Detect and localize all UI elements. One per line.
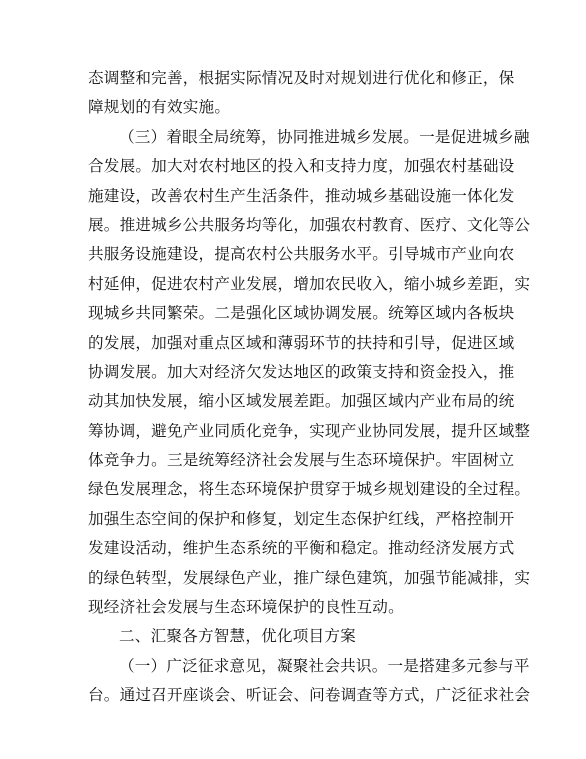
text-line: 现经济社会发展与生态环境保护的良性互动。 (88, 598, 404, 617)
text-line: 共服务设施建设，提高农村公共服务水平。引导城市产业向农 (88, 245, 515, 264)
text-line: 体竞争力。三是统筹经济社会发展与生态环境保护。牢固树立 (88, 451, 515, 470)
text-line: 协调发展。加大对经济欠发达地区的政策支持和资金投入，推 (88, 362, 515, 381)
text-line: 村延伸，促进农村产业发展，增加农民收入，缩小城乡差距，实 (88, 274, 531, 293)
text-line: 筹协调，避免产业同质化竞争，实现产业协同发展，提升区域整 (88, 421, 531, 440)
text-line: 态调整和完善，根据实际情况及时对规划进行优化和修正，保 (88, 69, 515, 87)
text-line: 的绿色转型，发展绿色产业，推广绿色建筑，加强节能减排，实 (88, 568, 531, 587)
text-line: 台。通过召开座谈会、听证会、问卷调查等方式，广泛征求社会 (88, 686, 531, 705)
text-line: 发建设活动，维护生态系统的平衡和稳定。推动经济发展方式 (88, 539, 515, 558)
text-line: 展。推进城乡公共服务均等化，加强农村教育、医疗、文化等公 (88, 215, 531, 234)
text-line: 合发展。加大对农村地区的投入和支持力度，加强农村基础设 (88, 157, 515, 176)
text-line: 施建设，改善农村生产生活条件，推动城乡基础设施一体化发 (88, 186, 515, 205)
text-line: 二、汇聚各方智慧，优化项目方案 (119, 627, 356, 646)
text-line: 绿色发展理念，将生态环境保护贯穿于城乡规划建设的全过程。 (88, 480, 531, 499)
text-line: 现城乡共同繁荣。二是强化区域协调发展。统筹区域内各板块 (88, 304, 515, 323)
text-line: （一）广泛征求意见，凝聚社会共识。一是搭建多元参与平 (119, 656, 530, 675)
text-line: （三）着眼全局统筹，协同推进城乡发展。一是促进城乡融 (119, 127, 530, 146)
text-line: 障规划的有效实施。 (88, 98, 231, 117)
document-body (88, 64, 531, 711)
text-line: 的发展，加强对重点区域和薄弱环节的扶持和引导，促进区域 (88, 333, 515, 352)
text-line: 加强生态空间的保护和修复，划定生态保护红线，严格控制开 (88, 509, 515, 528)
text-line: 动其加快发展，缩小区域发展差距。加强区域内产业布局的统 (88, 392, 515, 411)
